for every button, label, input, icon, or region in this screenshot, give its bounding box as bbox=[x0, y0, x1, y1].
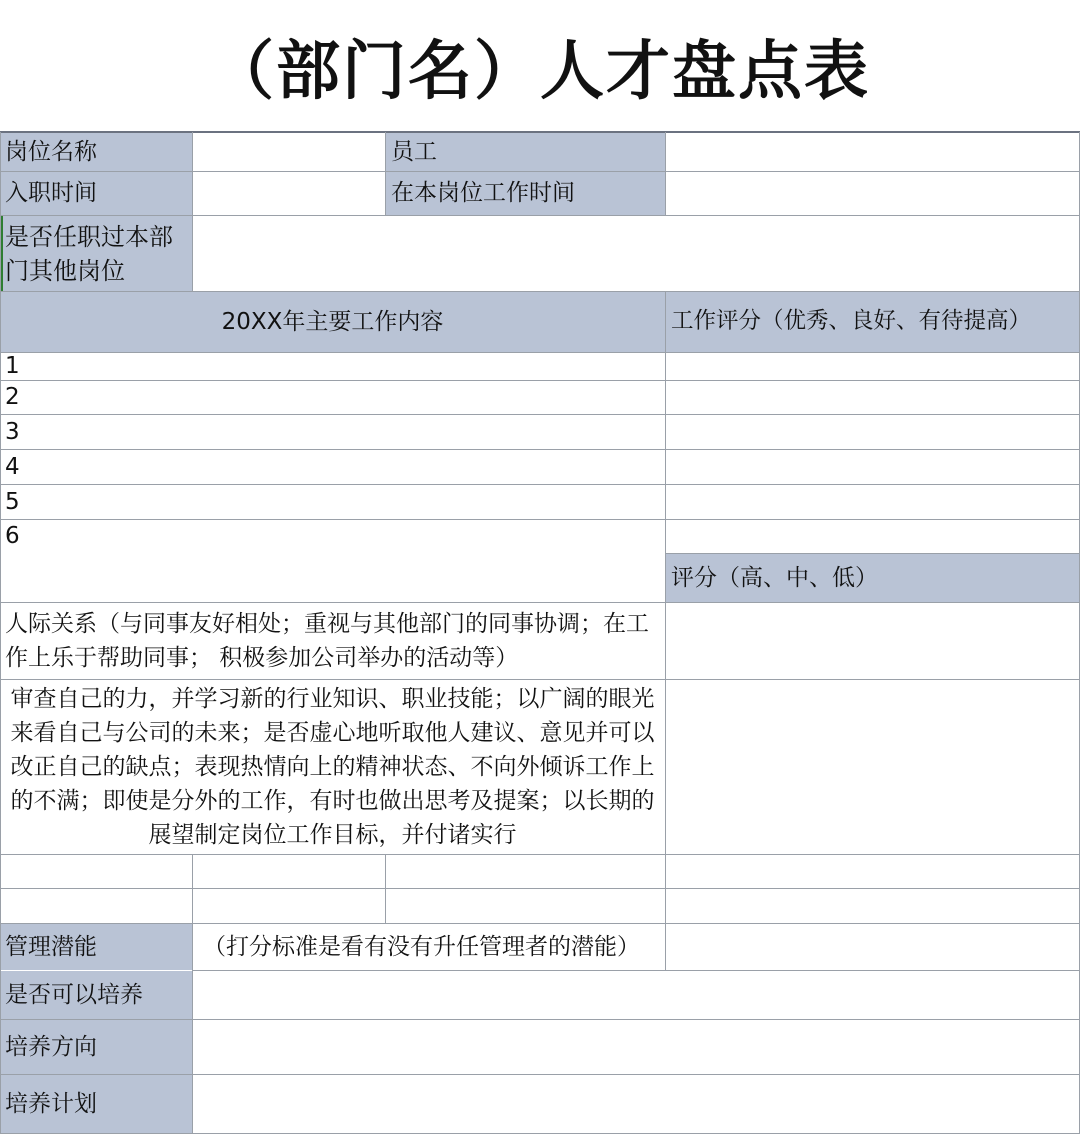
work-item-5[interactable]: 5 bbox=[5, 488, 20, 515]
eval-score-header: 评分（高、中、低） bbox=[666, 554, 1080, 602]
trainable-field[interactable] bbox=[193, 971, 1080, 1019]
blank-cell[interactable] bbox=[386, 889, 665, 923]
potential-label: 管理潜能 bbox=[0, 924, 192, 970]
work-score-2[interactable] bbox=[666, 381, 1080, 414]
direction-field[interactable] bbox=[193, 1020, 1080, 1074]
blank-cell[interactable] bbox=[386, 855, 665, 888]
work-score-1[interactable] bbox=[666, 353, 1080, 380]
blank-cell[interactable] bbox=[666, 855, 1080, 888]
hire-date-field[interactable] bbox=[193, 172, 385, 215]
self-development-text: 审查自己的力，并学习新的行业知识、职业技能；以广阔的眼光来看自己与公司的未来；是否虚心地听取他人建议、意见并可以改正自己的缺点；表现热情向上的精神状态、不向外倾诉工作上的不满；即使是分外的工作，有时也做出思考及提案；以长期的展望制定岗位工作目标，并付诸实行 bbox=[10, 686, 655, 848]
employee-field[interactable] bbox=[666, 133, 1080, 171]
interpersonal-text: 人际关系（与同事友好相处；重视与其他部门的同事协调；在工作上乐于帮助同事； 积极参加公司举办的活动等） bbox=[5, 611, 649, 671]
other-post-label: 是否任职过本部门其他岗位 bbox=[0, 216, 192, 291]
page-title: （部门名）人才盘点表 bbox=[210, 35, 870, 109]
potential-score[interactable] bbox=[666, 924, 1080, 970]
tenure-field[interactable] bbox=[666, 172, 1080, 215]
trainable-label: 是否可以培养 bbox=[0, 971, 192, 1019]
work-content-header: 20XX年主要工作内容 bbox=[0, 292, 665, 352]
work-item-4[interactable]: 4 bbox=[5, 453, 20, 480]
employee-label: 员工 bbox=[386, 133, 665, 171]
self-development-score[interactable] bbox=[666, 680, 1080, 854]
position-label: 岗位名称 bbox=[0, 133, 192, 171]
work-score-3[interactable] bbox=[666, 415, 1080, 449]
direction-label: 培养方向 bbox=[0, 1020, 192, 1074]
work-item-6[interactable]: 6 bbox=[5, 523, 20, 550]
plan-label: 培养计划 bbox=[0, 1075, 192, 1133]
work-score-4[interactable] bbox=[666, 450, 1080, 484]
work-score-5[interactable] bbox=[666, 485, 1080, 519]
blank-cell[interactable] bbox=[193, 889, 385, 923]
plan-field[interactable] bbox=[193, 1075, 1080, 1133]
work-item-3[interactable]: 3 bbox=[5, 418, 20, 445]
work-item-1[interactable]: 1 bbox=[5, 353, 20, 380]
other-post-field[interactable] bbox=[193, 216, 1080, 291]
hire-date-label: 入职时间 bbox=[0, 172, 192, 215]
blank-cell[interactable] bbox=[0, 855, 192, 888]
work-score-6[interactable] bbox=[666, 520, 1080, 553]
interpersonal-score[interactable] bbox=[666, 603, 1080, 679]
work-item-2[interactable]: 2 bbox=[5, 384, 20, 411]
blank-cell[interactable] bbox=[0, 889, 192, 923]
position-field[interactable] bbox=[193, 133, 385, 171]
potential-note: （打分标准是看有没有升任管理者的潜能） bbox=[203, 933, 640, 960]
blank-cell[interactable] bbox=[666, 889, 1080, 923]
tenure-label: 在本岗位工作时间 bbox=[386, 172, 665, 215]
work-score-header: 工作评分（优秀、良好、有待提高） bbox=[666, 292, 1080, 352]
blank-cell[interactable] bbox=[193, 855, 385, 888]
